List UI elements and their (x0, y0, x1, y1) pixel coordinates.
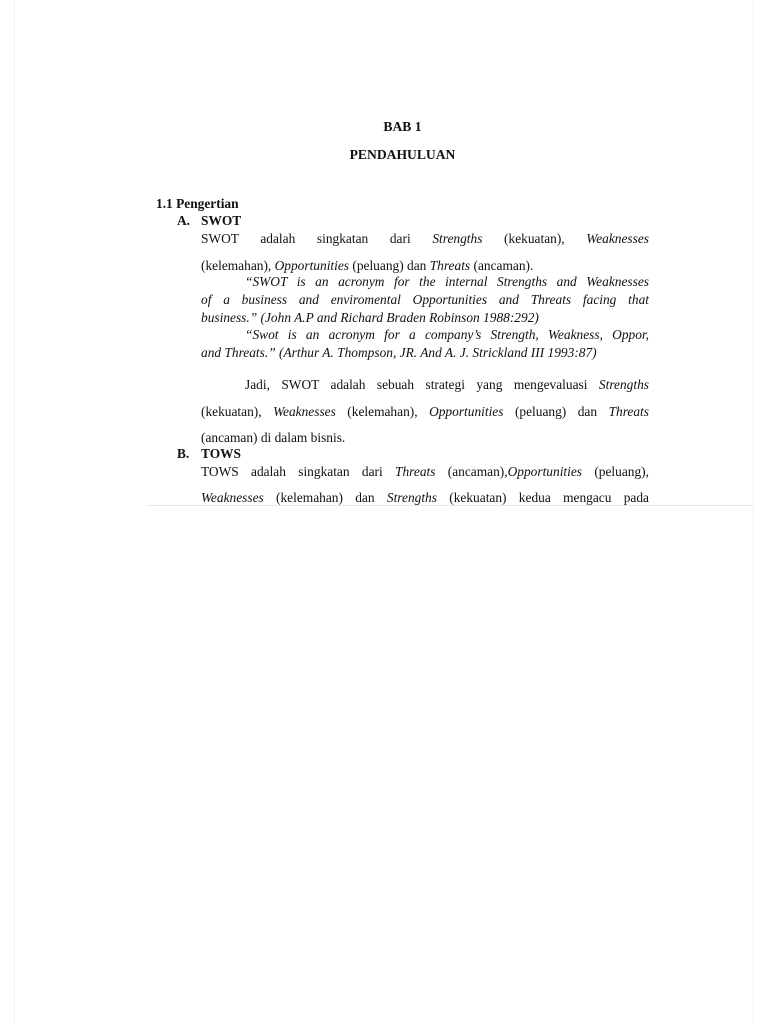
quote-line: and Threats.” (Arthur A. Thompson, JR. And A. J. Strickland III 1993:87) (201, 345, 597, 360)
quote-line: of a business and enviromental Opportunities and Threats facing that (201, 292, 649, 307)
tows-definition-line: Weaknesses (kelemahan) dan Strengths (kekuatan) kedua mengacu pada (201, 490, 649, 505)
summary-line: (ancaman) di dalam bisnis. (201, 430, 346, 445)
quote-line: “SWOT is an acronym for the internal Strengths and Weaknesses (245, 274, 649, 289)
chapter-title: PENDAHULUAN (349, 147, 456, 162)
summary-line: (kekuatan), Weaknesses (kelemahan), Opportunities (peluang) dan Threats (201, 404, 649, 419)
quote-line: business.” (John A.P and Richard Braden Robinson 1988:292) (201, 310, 539, 325)
quote-line: “Swot is an acronym for a company’s Strength, Weakness, Oppor, (245, 327, 649, 342)
tows-heading: TOWS (201, 446, 241, 461)
document-page (0, 0, 768, 505)
page-divider (146, 505, 754, 506)
swot-definition-line: (kelemahan), Opportunities (peluang) dan Threats (ancaman). (201, 258, 534, 273)
chapter-number: BAB 1 (383, 119, 422, 134)
section-heading: 1.1 Pengertian (156, 196, 239, 211)
tows-definition-line: TOWS adalah singkatan dari Threats (ancaman),Opportunities (peluang), (201, 464, 649, 479)
swot-definition-line: SWOT adalah singkatan dari Strengths (kekuatan), Weaknesses (201, 231, 650, 246)
swot-heading: SWOT (201, 213, 242, 228)
list-marker-a: A. (177, 213, 191, 228)
summary-line: Jadi, SWOT adalah sebuah strategi yang mengevaluasi Strengths (245, 377, 649, 392)
list-marker-b: B. (177, 446, 190, 461)
